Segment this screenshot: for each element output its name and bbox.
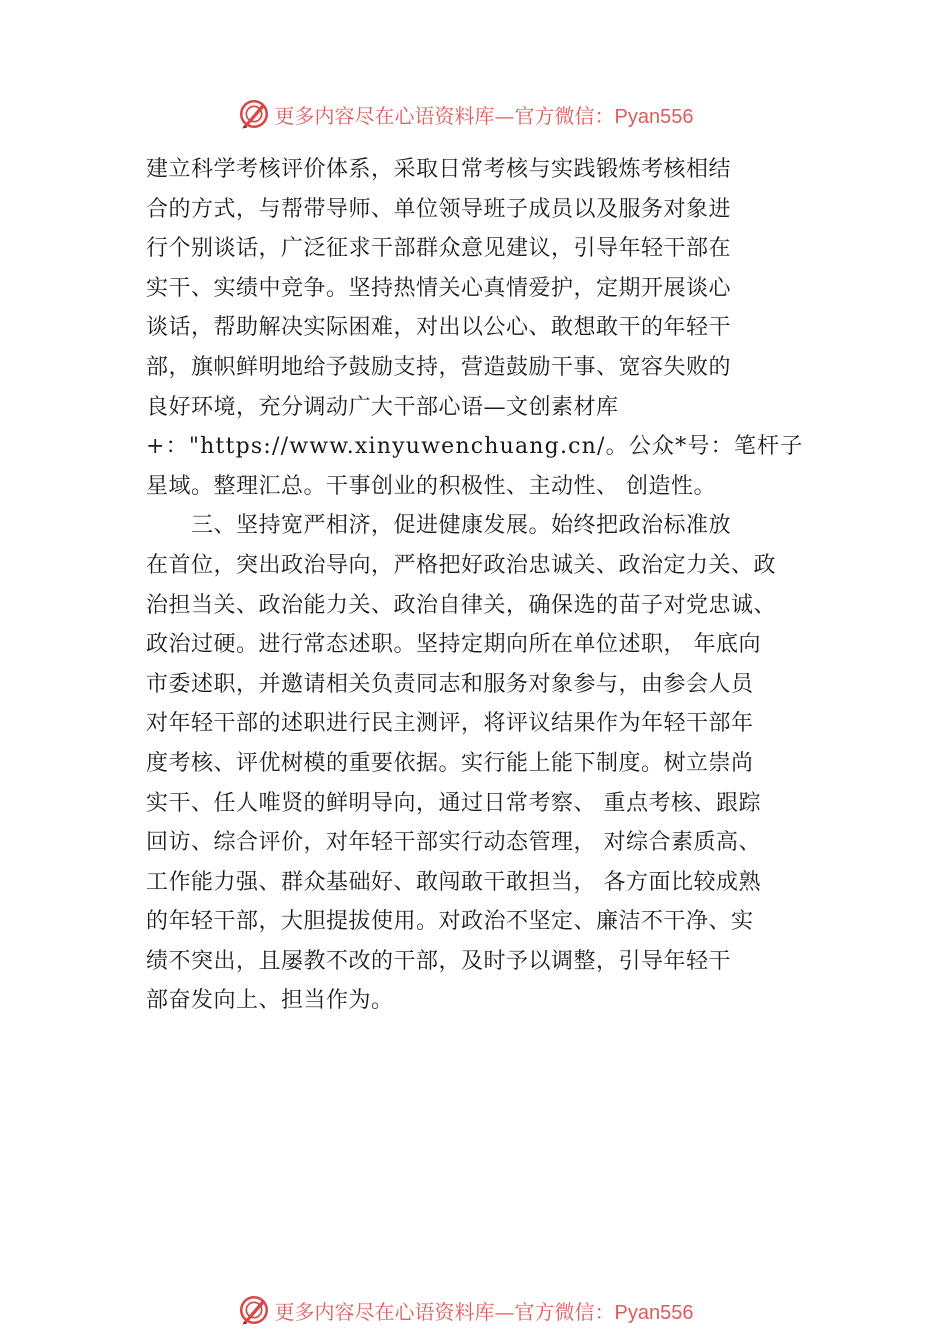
footer-wechat-id: Pyan556 xyxy=(614,1301,694,1324)
text-line: 谈话，帮助解决实际困难，对出以公心、敢想敢干的年轻干 xyxy=(146,315,732,341)
header-banner xyxy=(0,94,950,134)
text-line: 政治过硬。进行常态述职。坚持定期向所在单位述职， 年底向 xyxy=(146,632,761,658)
text-line: 的年轻干部，大胆提拔使用。对政治不坚定、廉洁不干净、实 xyxy=(146,909,754,935)
text-line-url: +："https://www.xinyuwenchuang.cn/。公众*号：笔杆子 xyxy=(146,434,804,460)
header-wechat-id: Pyan556 xyxy=(614,105,694,128)
text-line: 三、坚持宽严相济，促进健康发展。始终把政治标准放 xyxy=(146,513,732,539)
document-body xyxy=(146,150,826,1021)
text-line: 实干、实绩中竞争。坚持热情关心真情爱护，定期开展谈心 xyxy=(146,275,732,301)
text-line: 实干、任人唯贤的鲜明导向，通过日常考察、 重点考核、跟踪 xyxy=(146,790,761,816)
text-line: 星域。整理汇总。干事创业的积极性、主动性、 创造性。 xyxy=(146,473,716,499)
text-line: 度考核、评优树模的重要依据。实行能上能下制度。树立崇尚 xyxy=(146,750,754,776)
text-line: 部，旗帜鲜明地给予鼓励支持，营造鼓励干事、宽容失败的 xyxy=(146,354,732,380)
footer-banner-text: 更多内容尽在心语资料库—官方微信：Pyan556 xyxy=(274,1299,694,1324)
pen-logo-icon xyxy=(237,1293,271,1327)
header-banner-text: 更多内容尽在心语资料库—官方微信：Pyan556 xyxy=(274,103,694,128)
text-line: 对年轻干部的述职进行民主测评，将评议结果作为年轻干部年 xyxy=(146,711,754,737)
text-line: 治担当关、政治能力关、政治自律关，确保选的苗子对党忠诚、 xyxy=(146,592,777,618)
text-line: 回访、综合评价，对年轻干部实行动态管理， 对综合素质高、 xyxy=(146,830,761,856)
text-line: 合的方式，与帮带导师、单位领导班子成员以及服务对象进 xyxy=(146,196,732,222)
text-line: 市委述职，并邀请相关负责同志和服务对象参与，由参会人员 xyxy=(146,671,754,697)
text-line: 部奋发向上、担当作为。 xyxy=(146,988,394,1014)
text-line: 行个别谈话，广泛征求干部群众意见建议，引导年轻干部在 xyxy=(146,236,732,262)
text-line: 绩不突出，且屡教不改的干部，及时予以调整，引导年轻干 xyxy=(146,948,732,974)
text-line: 在首位，突出政治导向，严格把好政治忠诚关、政治定力关、政 xyxy=(146,552,777,578)
text-line: 建立科学考核评价体系，采取日常考核与实践锻炼考核相结 xyxy=(146,157,732,182)
text-line: 工作能力强、群众基础好、敢闯敢干敢担当， 各方面比较成熟 xyxy=(146,869,761,895)
footer-banner xyxy=(0,1290,950,1330)
pen-logo-icon xyxy=(237,97,271,131)
text-line: 良好环境，充分调动广大干部心语—文创素材库 xyxy=(146,394,619,420)
